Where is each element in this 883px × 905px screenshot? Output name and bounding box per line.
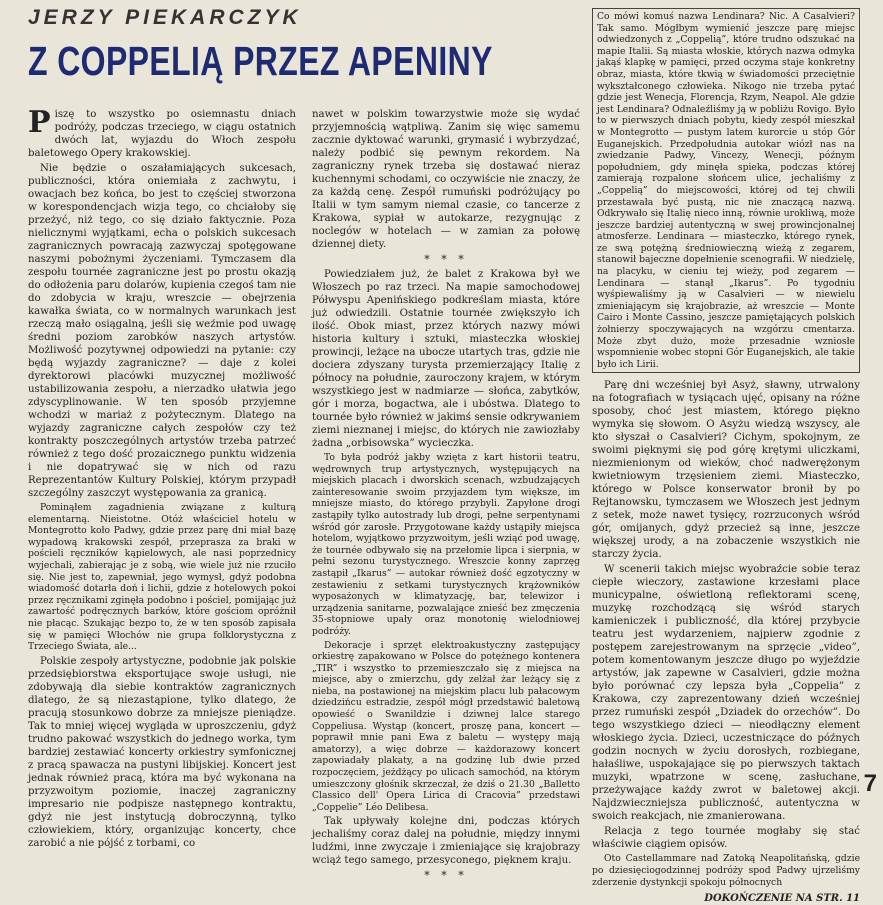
sidebar-box: Co mówi komuś nazwa Lendinara? Nic. A Casalvieri? Tak samo. Mógłbym wymienić jeszcze parę miejsc odwiedzonych z „Coppelią”, które trudno odszukać na mapie Italii. Są miasta włoskie, których nazwa odmyka jakąś klapkę w pamięci, przed oczyma staje konkretny obraz, miasta, które tkwią w świadomości przeciętnie wykształconego człowieka. Nikogo nie trzeba pytać gdzie jest Wenecja, Florencja, Rzym, Neapol. Ale gdzie jest Lendinara? Odnaleźliśmy ją w pobliżu Rovigo. Było to w pierwszych dniach pobytu, kiedy zespół mieszkał w Montegrotto — pustym latem kurorcie u stóp Gór Euganejskich. Przedpołudnia autokar wiózł nas na zwiedzanie Padwy, Vincezy, Wenecji, późnym popołudniem, gdy minęła spieka, podczas której zamierają rozpalone słońcem ulice, jechaliśmy z „Coppelią” do miejscowości, której od tej chwili przestawała być pustą, nic nie znaczącą nazwą. Odkrywało się Italię nieco inną, równie urokliwą, może jeszcze bardziej autentyczną w swej prowincjonalnej atmosferze. Lendinara — miasteczko, którego rynek, ze swą potężną średniowieczną wieżą z zegarem, stanowił bajeczne dopełnienie scenografii. W niedzielę, na placyku, w cieniu tej wieży, pod zegarem — Lendinara — stanął „Ikarus”. Po tygodniu wyśpiewaliśmy ją w Casalvieri — w niewielu zmieniającym się krajobrazie, aż wreszcie — Monte Cairo i Monte Cassino, jeszcze pamiętających polskich żołnierzy spoczywających na wzgórzu cmentarza. Może zbyt dużo, może przesadnie wzniosłe wspomnienie wobec stopni Gór Euganejskich, ale takie było ich Lirii. — [592, 8, 860, 373]
separator-stars: * * * — [424, 253, 468, 266]
author-name: JERZY PIEKARCZYK — [28, 6, 302, 29]
paragraph-small: To była podróż jakby wzięta z kart historii teatru, wędrownych trup artystycznych, występujących na miejskich placach i dworskich scenach, wzbudzających zainteresowanie swoim przyjazdem tym większe, im mniejsze miasto, do którego przybyli. Zapyłone drogi zastąpiły tylko autostrady lub drogi, pełne serpentynami wśród gór zarosłe. Przygotowane każdy ustąpiły miejsca hotelom, wyjątkowo przyzwoitym, jeśli wziąć pod uwagę, że tournée odbywało się na przełomie lipca i sierpnia, w pełni sezonu turystycznego. Wreszcie konny zaprzęg zastąpił „Ikarus” — autokar również dość egzotyczny w zestawieniu z setkami turystycznych krążowników wyposażonych w klimatyzację, bar, telewizor i urządzenia sanitarne, pozwalające znieść bez zmęczenia 35-stopniowe upały oraz monotonię wielodniowej podróży. — [312, 452, 580, 637]
headline: Z COPPELIĄ PRZEZ APENINY — [28, 38, 493, 84]
paragraph-text: iszę to wszystko po osiemnastu dniach podróży, podczas trzeciego, w ciągu ostatnich dwóch lat, wyjazdu do Włoch zespołu baletowego Opery krakowskiej. — [28, 109, 296, 159]
paragraph-small: Dekoracje i sprzęt elektroakustyczny zastępujący orkiestrę zapakowano w Polsce do potężnego kontenera „TIR” i wszystko to przemieszczało się z miejsca na miejsce, aby o zmierzchu, gdy zelżał żar leżący się z nieba, na postawionej na miejskim placu lub pałacowym dziedzińcu estradzie, zespół mógł przedstawić baletową opowieść o Swanildzie i dziwnej lalce starego Coppeliusa. Wystąp (koncert, proszę pana, koncert — poprawił mnie pani Ewa z baletu — występy mają amatorzy), a więc dobrze — każdorazowy koncert zapowiadały plakaty, a na godzinę lub dwie przed rozpoczęciem, jeżdżący po ulicach samochód, na którym umieszczony głośnik skrzeczał, że dziś o 21.30 „Balletto Classico dell' Opera Lirica di Cracovia” przedstawi „Coppelie” Léo Delibesa. — [312, 639, 580, 813]
paragraph: Nie będzie o oszałamiających sukcesach, publiczności, która oniemiała z zachwytu, i owacjach bez końca, bo jest to częściej stworzona w korespondencjach wizja tego, co chciałoby się przeżyć, niż tego, co się działo faktycznie. Poza nielicznymi wyjątkami, echa o polskich sukcesach zagranicznych powracają zazwyczaj spotęgowane naszymi pobożnymi życzeniami. Tymczasem dla zespołu tournée zagraniczne jest po prostu okazją do odłożenia paru dolarów, kupienia czegoś tam nie do zdobycia w kraju, wreszcie — obejrzenia kawałka świata, co w normalnych warunkach jest rzeczą mało osiągalną, jeśli się weźmie pod uwagę średni poziom zarobków naszych artystów. Możliwość pozytywnej odpowiedzi na pytanie: czy będą wyjazdy zagraniczne? — daje z kolei dyrektorowi placówki muzycznej możliwość ustabilizowania zespołu, a nierzadko ułatwia jego zdyscyplinowanie. W ten sposób przyjemne wchodzi w mariaż z pożytecznym. Dlatego na wyjazdy zagraniczne całych zespołów czy też kontrakty poszczególnych artystów trzeba patrzeć również z tego dość prozaicznego punktu widzenia i nie dopatrywać się w nich od razu Reprezentantów Kultury Polskiej, którym przypadł szczególny zaszczyt występowania za granicą. — [28, 163, 296, 499]
page-number: 7 — [863, 770, 877, 797]
paragraph: Polskie zespoły artystyczne, podobnie jak polskie przedsiębiorstwa eksportujące swoje usługi, nie zdobywają dla siebie kontraktów zagranicznych dlatego, że są niezastąpione, tylko dlatego, że pracują stosunkowo dobrze za mniejsze pieniądze. Tak to mniej więcej wygląda w uproszczeniu, gdyż trudno pakować wszystkich do jednego worka, tym bardziej zestawiać koncerty orkiestry symfonicznej z pracą spawacza na pustyni libijskiej. Koncert jest jednak również pracą, która ma być wykonana na przyzwoitym poziomie, inaczej zagraniczny impresario nie podpisze następnego kontraktu, gdyż nie jest instytucją dobroczynną, tylko człowiekiem, który, organizując koncerty, chce zarobić a nie pójść z torbami, co — [28, 655, 296, 849]
paragraph: nawet w polskim towarzystwie może się wydać przyjemnością wątpliwą. Zanim się więc samemu zacznie dyktować warunki, grymasić i wybrzydzać, należy podbić się pewnym rekordem. Na zagraniczny rynek trzeba się dostawać nieraz kuchennymi schodami, co oczywiście nie znaczy, że za każdą cenę. Zespół rumuński podróżujący po Italii w tym samym niemal czasie, co tancerze z Krakowa, sypiał w autokarze, rezygnując z noclegów w hotelach — w zamian za połowę dziennej diety. — [312, 109, 580, 250]
paragraph-small: Oto Castellammare nad Zatoką Neapolitańską, gdzie po dziesięciogodzinnej podróży spod Padwy ujrzeliśmy zderzenie dystynkcji spokoju północnych — [592, 853, 860, 888]
paragraph: Parę dni wcześniej był Asyż, sławny, utrwalony na fotografiach w tysiącach ujęć, opisany na różne sposoby, choć jest miastem, którego piękno wymyka się słowom. O Asyżu wiedzą wszyscy, ale kto słyszał o Casalvieri? Cichym, spokojnym, ze swoimi pięknymi się pod górę krętymi uliczkami, niezmienionym od wieków, choć nadwerężonym kwietniowym trzęsieniem ziemi. Miasteczko, którego w Polsce konserwator bronił by po Rejtanowsku, tymczasem we Włoszech jest jednym z setek, może nawet tysięcy, rozrzuconych wśród gór, omijanych, gdyż przecież są inne, jeszcze większej urody, a na zobaczenie wszystkich nie starczy życia. — [592, 380, 860, 561]
paragraph-small: Pominąłem zagadnienia związane z kulturą elementarną. Nieistotne. Otóż właściciel hotelu w Montegrotto koło Padwy, gdzie przez parę dni miał bazę wypadową krakowski zespół, przeprasza za braki w pościeli ręczników kąpielowych, ale nasi poprzednicy wyjechali, zabierając je z sobą, wie wiele już nie rzuciło się. Nie jest to, zapewniał, jego wymysł, gdyż podobna wiadomość dotarła doń i lichii, gdzie z hotelowych pokoi przez ręcznikami zginęła podobno i pościel, pomijając już zawartość podręcznych barków, które gościom opróżnił nie płacąc. Szukając bezpo to, że w ten sposób zapisała się w pamięci Włochów nie grupa folklorystyczna z Trzeciego Świata, ale... — [28, 502, 296, 653]
paragraph: Tak upływały kolejne dni, podczas których jechaliśmy coraz dalej na południe, między innymi ludźmi, inne zwyczaje i zmieniające się krajobrazy wciąż tego samego, przesyconego, pięknem kraju. — [312, 816, 580, 867]
column-3 — [592, 8, 860, 905]
column-1 — [28, 105, 296, 849]
paragraph: Relacja z tego tournée mogłaby się stać właściwie ciągiem opisów. — [592, 826, 860, 851]
drop-cap: P — [28, 105, 51, 140]
paragraph: Powiedziałem już, że balet z Krakowa był we Włoszech po raz trzeci. Na mapie samochodowej Półwyspu Apenińskiego podkreślam miasta, które już odwiedzili. Ostatnie tournée zwiększyło ich ilość. Obok miast, przez których nazwy mówi historia kultury i sztuki, miasteczka włoskiej prowincji, leżące na ubocze utartych tras, gdzie nie dociera zdyszany turysta przemierzający Italię z północy na południe, zauroczony krajem, w którym wszystkiego jest w nadmiarze — słońca, zabytków, gór i morza, bogactwa, ale i ubóstwa. Dlatego to tournée było również w jakimś sensie odkrywaniem ziemi nieznanej i miejsc, do których nie zawiozłaby żadna „orbisowska” wycieczka. — [312, 269, 580, 449]
paragraph: W scenerii takich miejsc wyobraźcie sobie teraz ciepłe wieczory, zastawione krzesłami place municypalne, oświetloną reflektorami scenę, muzykę rozchodzącą się wśród starych kamieniczek i publiczność, dla której przybycie teatru jest wydarzeniem, najpierw zgodnie z postępem zarejestrowanym na sprzęcie „video”, potem komentowanym jeszcze długo po wyjeździe artystów, jak zapewne w Casalvieri, gdzie można było porównać czy lepsza była „Coppelia” z Krakowa, czy zaprezentowany dzień wcześniej przez rumuński zespół „Dziadek do orzechów”. Do tego wszystkiego dzieci — nieodłączny element włoskiego życia. Dzieci, uczestniczące do późnych godzin nocnych w życiu dorosłych, rozbiegane, hałaśliwe, uspokajające się po pierwszych taktach muzyki, wpatrzone w scenę, zasłuchane, przeżywające każdy zwrot w baletowej akcji. Najdzwieczniejsza publiczność, autentyczna w swoich reakcjach, nie zmanierowana. — [592, 564, 860, 823]
continued-note: DOKOŃCZENIE NA STR. 11 — [704, 893, 860, 905]
column-2 — [312, 108, 580, 883]
separator-stars: * * * — [424, 869, 468, 883]
paragraph — [28, 105, 296, 160]
